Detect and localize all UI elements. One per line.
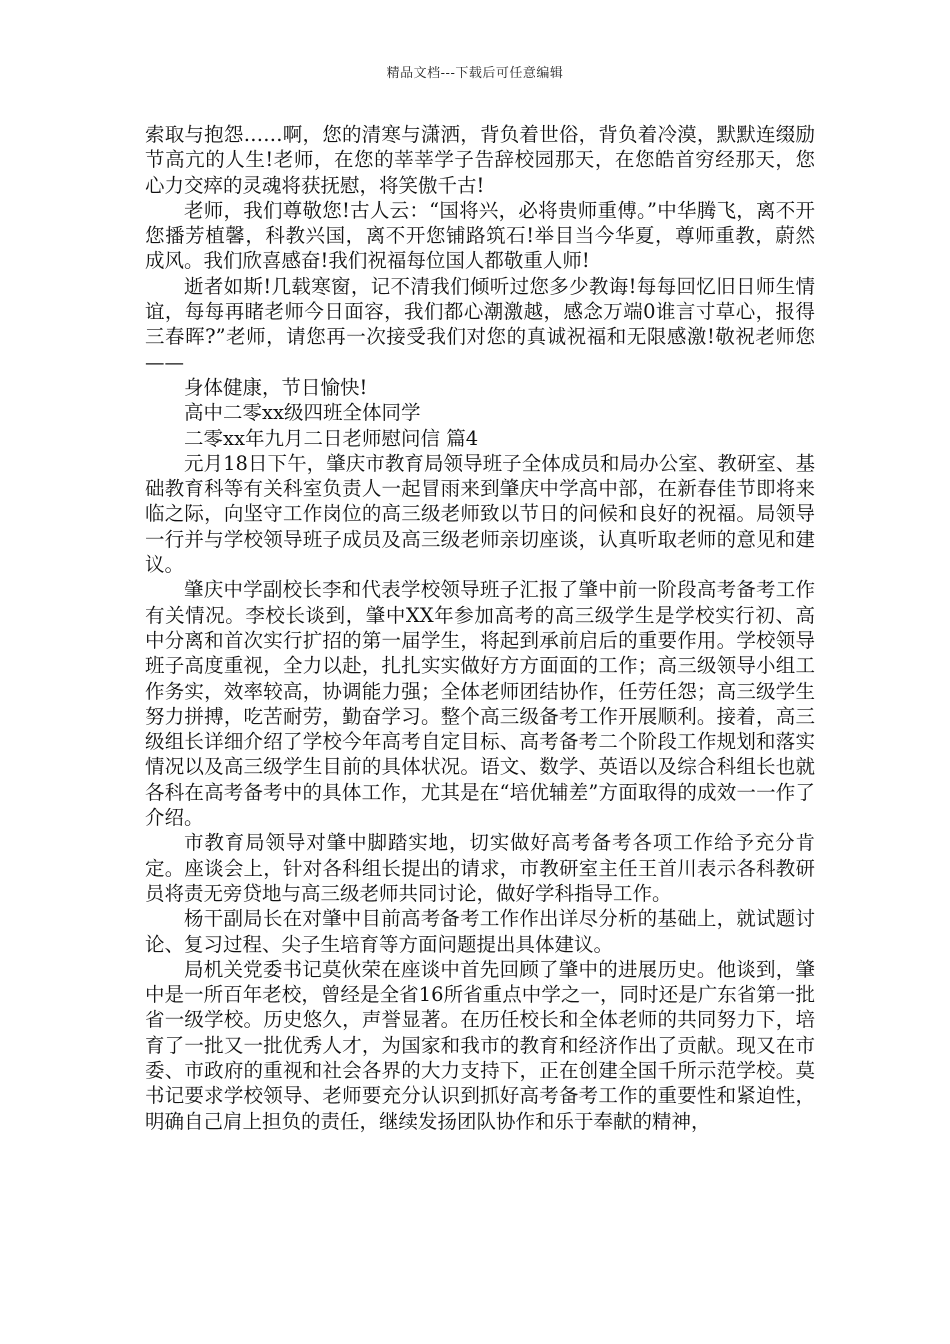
paragraph: 索取与抱怨……啊，您的清寒与潇洒，背负着世俗，背负着冷漠，默默连缀励节高亢的人生!老师，在您的莘莘学子告辞校园那天，在您皓首穷经那天，您心力交瘁的灵魂将获抚慰，将笑傲千古! [145, 123, 815, 197]
paragraph: 市教育局领导对肇中脚踏实地，切实做好高考备考各项工作给予充分肯定。座谈会上，针对各科组长提出的请求，市教研室主任王首川表示各科教研员将责无旁贷地与高三级老师共同讨论，做好学科指导工作。 [145, 831, 815, 905]
document-body [145, 122, 815, 1134]
page-header: 精品文档---下载后可任意编辑 [386, 66, 564, 81]
paragraph: 高中二零xx级四班全体同学 [184, 401, 421, 425]
paragraph: 身体健康，节日愉快! [184, 375, 368, 399]
paragraph: 老师，我们尊敬您!古人云：“国将兴，必将贵师重傅。”中华腾飞，离不开您播芳植馨，科教兴国，离不开您铺路筑石!举目当今华夏，尊师重教，蔚然成风。我们欣喜感奋!我们祝福每位国人都敬重人师! [145, 198, 815, 273]
paragraph: 局机关党委书记莫伙荣在座谈中首先回顾了肇中的进展历史。他谈到，肇中是一所百年老校，曾经是全省16所省重点中学之一，同时还是广东省第一批省一级学校。历史悠久，声誉显著。在历任校长和全体老师的共同努力下，培育了一批又一批优秀人才，为国家和我市的教育和经济作出了贡献。现又在市委、市政府的重视和社会各界的大力支持下，正在创建全国千所示范学校。莫书记要求学校领导、老师要充分认识到抓好高考备考工作的重要性和紧迫性，明确自己肩上担负的责任，继续发扬团队协作和乐于奉献的精神， [145, 957, 815, 1133]
paragraph: 肇庆中学副校长李和代表学校领导班子汇报了肇中前一阶段高考备考工作有关情况。李校长谈到，肇中XX年参加高考的高三级学生是学校实行初、高中分离和首次实行扩招的第一届学生，将起到承前启后的重要作用。学校领导班子高度重视，全力以赴，扎扎实实做好方方面面的工作；高三级领导小组工作务实，效率较高，协调能力强；全体老师团结协作，任劳任怨；高三级学生努力拼搏，吃苦耐劳，勤奋学习。整个高三级备考工作开展顺利。接着，高三级组长详细介绍了学校今年高考自定目标、高考备考二个阶段工作规划和落实情况以及高三级学生目前的具体状况。语文、数学、英语以及综合科组长也就各科在高考备考中的具体工作，尤其是在“培优辅差”方面取得的成效一一作了介绍。 [145, 578, 815, 830]
paragraph: 杨干副局长在对肇中目前高考备考工作作出详尽分析的基础上，就试题讨论、复习过程、尖子生培育等方面问题提出具体建议。 [145, 907, 815, 956]
paragraph: 逝者如斯!几载寒窗，记不清我们倾听过您多少教诲!每每回忆旧日师生情谊，每每再睹老师今日面容，我们都心潮激越，感念万端0谁言寸草心，报得三春晖?”老师，请您再一次接受我们对您的真诚祝福和无限感激!敬祝老师您—— [145, 274, 815, 374]
paragraph: 二零xx年九月二日老师慰问信 篇4 [184, 426, 479, 450]
paragraph: 元月18日下午，肇庆市教育局领导班子全体成员和局办公室、教研室、基础教育科等有关科室负责人一起冒雨来到肇庆中学高中部，在新春佳节即将来临之际，向坚守工作岗位的高三级老师致以节日的问候和良好的祝福。局领导一行并与学校领导班子成员及高三级老师亲切座谈，认真听取老师的意见和建议。 [145, 451, 815, 577]
